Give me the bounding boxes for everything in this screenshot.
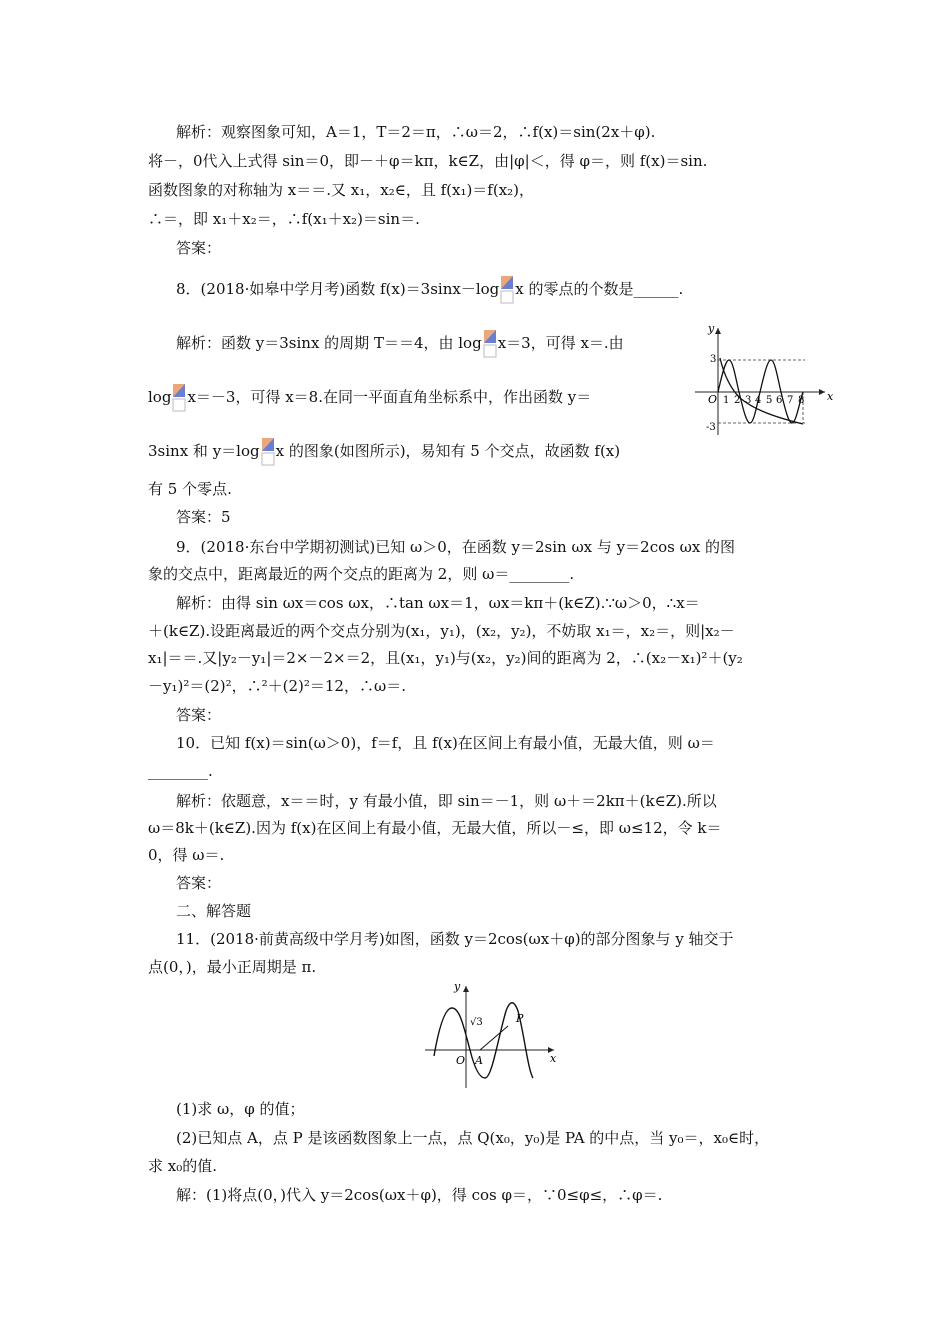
point-A-label: A [475, 1054, 483, 1067]
text-line: 解析：依题意，x＝＝时，y 有最小值，即 sin＝－1，则 ω＋＝2kπ＋(k∈Z).所以 [176, 792, 717, 810]
segment-PA [480, 1026, 508, 1050]
figure-cosine-graph [420, 978, 570, 1090]
text-seg: 解析：函数 y＝3sinx 的周期 T＝＝4，由 log [176, 334, 482, 352]
y-axis-arrow [715, 328, 721, 334]
q8-text-b: x 的零点的个数是______. [515, 280, 684, 298]
text-line: 函数图象的对称轴为 x＝＝.又 x₁，x₂∈，且 f(x₁)＝f(x₂)， [148, 181, 535, 199]
text-line [148, 384, 591, 412]
sqrt3-label: √3 [470, 1017, 483, 1028]
log-curve [720, 358, 803, 424]
fraction-image-icon [172, 384, 186, 412]
text-seg: x 的图象(如图所示)，易知有 5 个交点，故函数 f(x) [275, 442, 621, 460]
question-9: 9．(2018·东台中学期初测试)已知 ω＞0，在函数 y＝2sin ωx 与 y＝2cos ωx 的图 [176, 538, 736, 556]
tick-x: 1 [723, 395, 730, 406]
tick-x: 7 [787, 395, 794, 406]
answer-label: 答案： [176, 239, 222, 257]
tick-x: 5 [766, 395, 773, 406]
y-label: y [454, 980, 461, 993]
text-line [148, 438, 620, 466]
tick-x: 2 [734, 395, 741, 406]
text-line: 解析：观察图象可知，A＝1，T＝2＝π，∴ω＝2，∴f(x)＝sin(2x＋φ). [176, 123, 656, 141]
y-label: y [708, 322, 715, 335]
text-line: ω＝8k＋(k∈Z).因为 f(x)在区间上有最小值，无最大值，所以－≤，即 ω≤12，令 k＝ [148, 819, 722, 837]
text-line: 解：(1)将点(0，)代入 y＝2cos(ωx＋φ)，得 cos φ＝，∵0≤φ≤，∴φ＝. [176, 1186, 663, 1204]
tick-y-neg3: -3 [706, 422, 716, 433]
answer-label: 答案：5 [176, 508, 231, 526]
text-line: 有 5 个零点. [148, 480, 232, 498]
tick-y-3: 3 [710, 354, 717, 365]
text-line: 求 x₀的值. [148, 1157, 218, 1175]
x-label: x [550, 1052, 557, 1065]
fraction-image-icon [483, 330, 497, 358]
question-10: 10．已知 f(x)＝sin(ω＞0)，f＝f，且 f(x)在区间上有最小值，无最大值，则 ω＝ [176, 734, 715, 752]
text-line: x₁|＝＝.又|y₂－y₁|＝2×－2×＝2，且(x₁，y₁)与(x₂，y₂)间的距离为 2，∴(x₂－x₁)²＋(y₂ [148, 649, 743, 667]
text-seg: log [148, 388, 172, 406]
text-line: ________. [148, 762, 213, 780]
answer-label: 答案： [176, 706, 222, 724]
question-11: 11．(2018·前黄高级中学月考)如图，函数 y＝2cos(ωx＋φ)的部分图象与 y 轴交于 [176, 930, 734, 948]
fraction-image-icon [500, 276, 514, 304]
text-line: 点(0，)，最小正周期是 π. [148, 958, 317, 976]
tick-x: 4 [755, 395, 762, 406]
tick-x: 8 [798, 395, 805, 406]
text-line: ＋(k∈Z).设距离最近的两个交点分别为(x₁，y₁)，(x₂，y₂)，不妨取 x₁＝，x₂＝，则|x₂－ [148, 622, 735, 640]
text-seg: x＝3，可得 x＝.由 [497, 334, 624, 352]
tick-x: 3 [745, 395, 752, 406]
y-axis-arrow [463, 986, 469, 992]
point-P-label: P [516, 1012, 524, 1025]
text-line [176, 330, 624, 358]
origin-label: O [456, 1054, 466, 1067]
question-8 [176, 276, 683, 304]
text-line: ∴＝，即 x₁＋x₂＝，∴f(x₁＋x₂)＝sin＝. [148, 210, 420, 228]
x-axis-arrow [819, 389, 825, 395]
text-line: 象的交点中，距离最近的两个交点的距离为 2，则 ω＝________. [148, 565, 575, 583]
x-label: x [827, 390, 834, 403]
text-line: (1)求 ω，φ 的值； [176, 1100, 305, 1118]
text-line: 将－，0代入上式得 sin＝0，即－＋φ＝kπ，k∈Z，由|φ|＜，得 φ＝，则 f(x)＝sin. [148, 152, 708, 170]
text-seg: 3sinx 和 y＝log [148, 442, 260, 460]
tick-x: 6 [776, 395, 783, 406]
text-line: 0，得 ω＝. [148, 846, 225, 864]
section-heading: 二、解答题 [176, 902, 252, 920]
figure-sine-log-graph [690, 320, 840, 440]
fraction-image-icon [261, 438, 275, 466]
text-line: －y₁)²＝(2)²，∴²＋(2)²＝12，∴ω＝. [148, 677, 406, 695]
q8-text-a: 8．(2018·如皋中学月考)函数 f(x)＝3sinx－log [176, 280, 500, 298]
answer-label: 答案： [176, 874, 222, 892]
text-line: 解析：由得 sin ωx＝cos ωx，∴tan ωx＝1，ωx＝kπ＋(k∈Z).∵ω＞0，∴x＝ [176, 594, 700, 612]
text-seg: x＝－3，可得 x＝8.在同一平面直角坐标系中，作出函数 y＝ [187, 388, 592, 406]
text-line: (2)已知点 A，点 P 是该函数图象上一点，点 Q(x₀，y₀)是 PA 的中点，当 y₀＝，x₀∈时， [176, 1129, 770, 1147]
origin-label: O [708, 393, 718, 406]
